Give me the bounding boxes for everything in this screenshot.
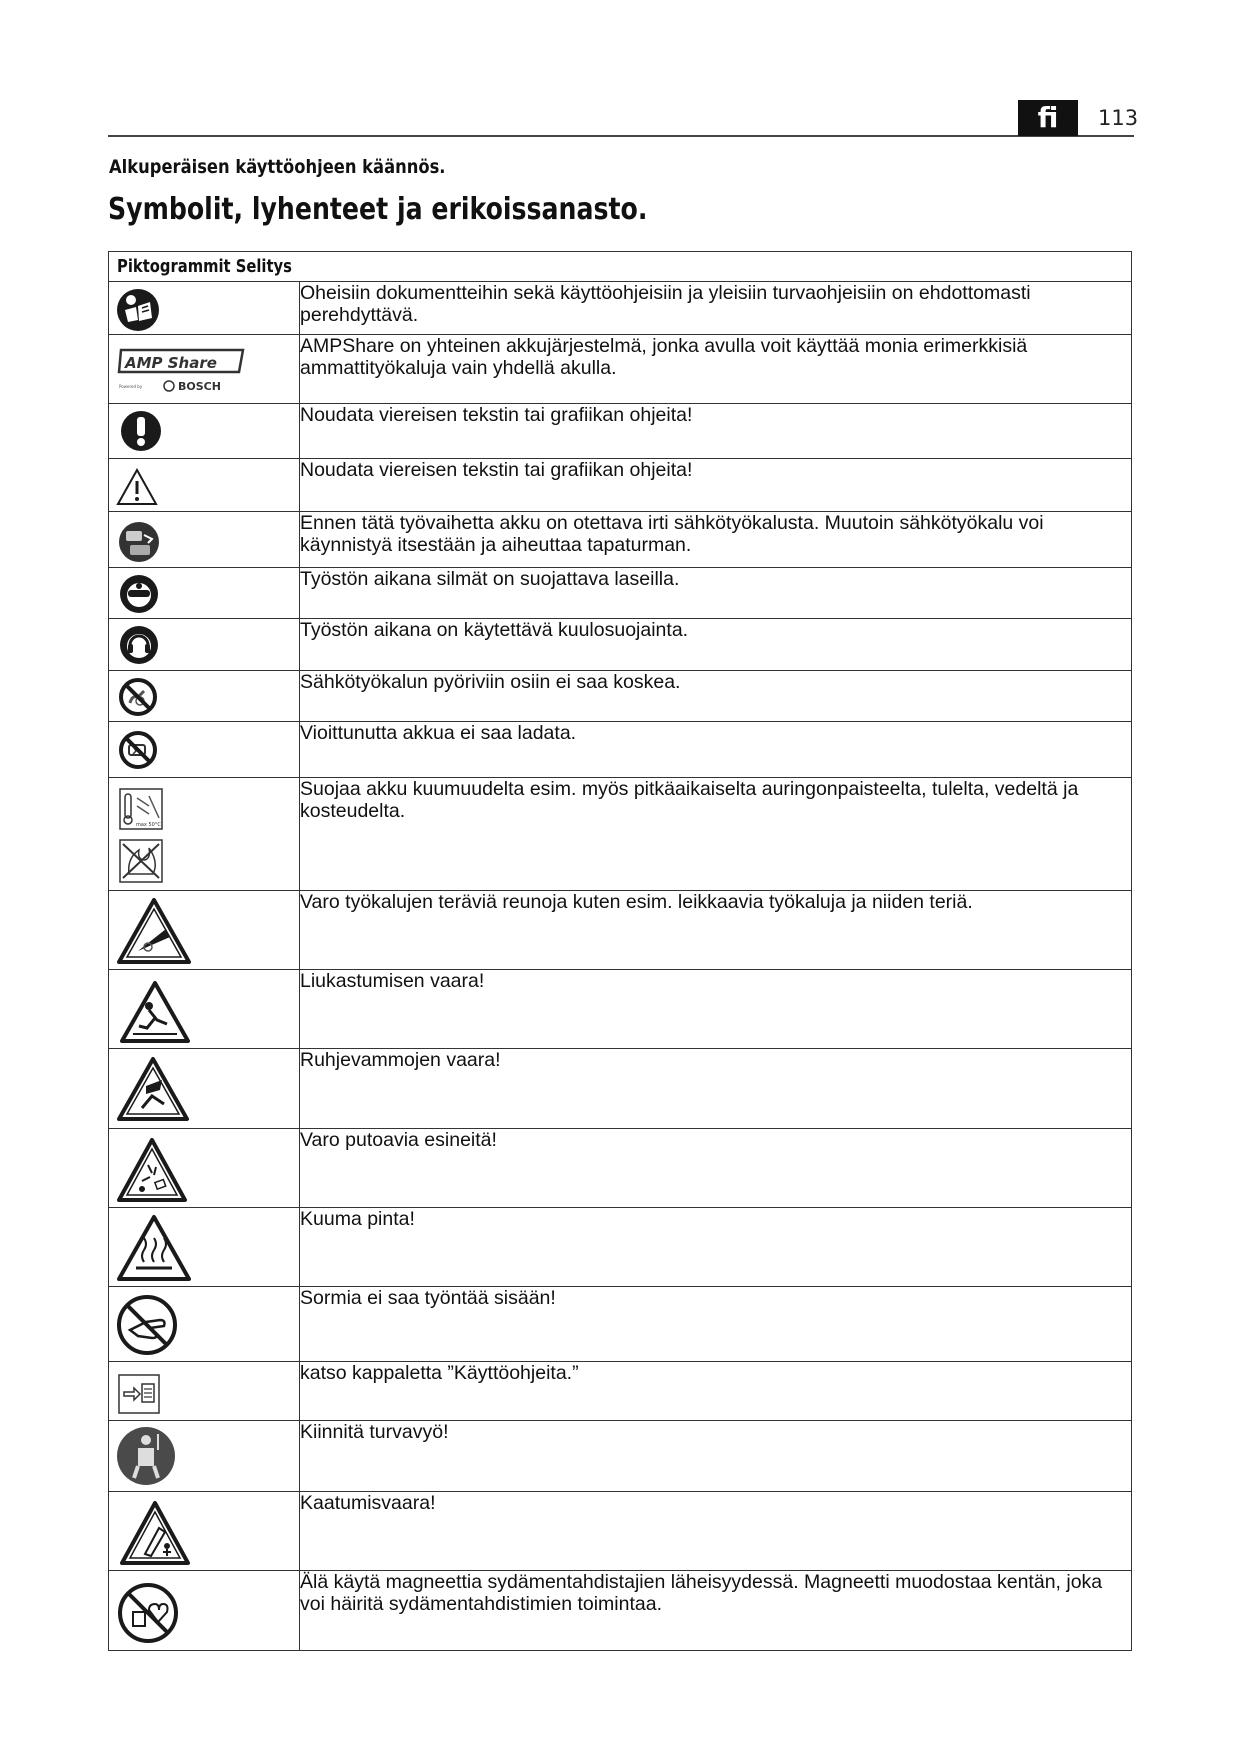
icon-cell: [109, 1571, 300, 1651]
table-row: [109, 1421, 1132, 1492]
no-touch-rotating-icon: [118, 677, 158, 717]
icon-cell: [109, 568, 300, 619]
mandatory-exclamation-icon: [120, 410, 162, 452]
row-text: Varo työkalujen teräviä reunoja kuten esim. leikkaavia työkaluja ja niiden teriä.: [300, 891, 1132, 970]
row-text: Ruhjevammojen vaara!: [300, 1049, 1132, 1129]
table-header-row: [109, 252, 1132, 282]
row-text: Työstön aikana silmät on suojattava laseilla.: [300, 568, 1132, 619]
icon-cell: [109, 1362, 300, 1421]
table-row: [109, 1049, 1132, 1129]
row-text: katso kappaletta ”Käyttöohjeita.”: [300, 1362, 1132, 1421]
icon-cell: [109, 891, 300, 970]
table-row: [109, 1571, 1132, 1651]
icon-cell: [109, 1492, 300, 1571]
table-row: [109, 1492, 1132, 1571]
table-row: [109, 1129, 1132, 1208]
row-text: Suojaa akku kuumuudelta esim. myös pitkäaikaiselta auringonpaisteelta, tulelta, vedeltä ja kosteudelta.: [300, 778, 1132, 891]
icon-cell: [109, 282, 300, 335]
table-row: [109, 1208, 1132, 1287]
table-row: [109, 970, 1132, 1049]
warning-triangle-icon: [116, 468, 158, 506]
table-row: [109, 568, 1132, 619]
icon-cell: [109, 671, 300, 722]
row-text: AMPShare on yhteinen akkujärjestelmä, jonka avulla voit käyttää monia erimerkkisiä ammattityökaluja vain yhdellä akulla.: [300, 335, 1132, 404]
tipping-warning-icon: [119, 1500, 191, 1566]
document-subtitle: Alkuperäisen käyttöohjeen käännös.: [109, 156, 446, 178]
row-text: Vioittunutta akkua ei saa ladata.: [300, 722, 1132, 778]
icon-cell: [109, 1049, 300, 1129]
icon-cell: [109, 1208, 300, 1287]
icon-cell: [109, 1287, 300, 1362]
ear-protection-icon: [119, 625, 159, 665]
page-title: Symbolit, lyhenteet ja erikoissanasto.: [108, 192, 648, 227]
table-row: [109, 671, 1132, 722]
eye-protection-icon: [119, 574, 159, 614]
row-text: Varo putoavia esineitä!: [300, 1129, 1132, 1208]
table-row: [109, 1287, 1132, 1362]
hot-surface-warning-icon: [116, 1214, 192, 1282]
symbol-table: [108, 251, 1132, 1651]
svg-text:AMP Share: AMP Share: [125, 354, 217, 372]
row-text: Älä käytä magneettia sydämentahdistajien läheisyydessä. Magneetti muodostaa kentän, joka voi häiritä sydämentahdistimien toimintaa.: [300, 1571, 1132, 1651]
table-header: Piktogrammit Selitys: [109, 252, 1132, 282]
table-row: [109, 722, 1132, 778]
icon-cell: [109, 619, 300, 671]
table-row: [109, 619, 1132, 671]
table-row: [109, 512, 1132, 568]
row-text: Kiinnitä turvavyö!: [300, 1421, 1132, 1492]
heat-fire-water-icon: [119, 788, 165, 884]
row-text: Sähkötyökalun pyöriviin osiin ei saa koskea.: [300, 671, 1132, 722]
see-section-icon: [118, 1374, 160, 1414]
no-charge-damaged-battery-icon: [118, 730, 158, 770]
crush-warning-icon: [116, 1056, 190, 1122]
icon-cell: [109, 1129, 300, 1208]
table-row: [109, 778, 1132, 891]
page-number: 113: [1098, 106, 1139, 130]
icon-cell: [109, 722, 300, 778]
row-text: Työstön aikana on käytettävä kuulosuojainta.: [300, 619, 1132, 671]
table-row: [109, 1362, 1132, 1421]
read-manual-icon: [116, 288, 160, 332]
icon-cell: [109, 1421, 300, 1492]
falling-objects-warning-icon: [116, 1137, 188, 1203]
icon-cell: [109, 459, 300, 512]
table-row: [109, 404, 1132, 459]
row-text: Noudata viereisen tekstin tai grafiikan ohjeita!: [300, 404, 1132, 459]
row-text: Ennen tätä työvaihetta akku on otettava irti sähkötyökalusta. Muutoin sähkötyökalu voi käynnistyä itsestään ja aiheuttaa tapaturman.: [300, 512, 1132, 568]
row-text: Sormia ei saa työntää sisään!: [300, 1287, 1132, 1362]
row-text: Kaatumisvaara!: [300, 1492, 1132, 1571]
table-row: [109, 891, 1132, 970]
ampshare-logo-icon: [117, 344, 257, 396]
table-row: [109, 459, 1132, 512]
icon-cell: [109, 404, 300, 459]
no-pacemaker-icon: [117, 1582, 179, 1644]
icon-cell: [109, 512, 300, 568]
language-badge: fi: [1018, 100, 1078, 136]
remove-battery-icon: [118, 521, 160, 563]
row-text: Noudata viereisen tekstin tai grafiikan ohjeita!: [300, 459, 1132, 512]
safety-harness-icon: [116, 1426, 176, 1486]
row-text: Oheisiin dokumentteihin sekä käyttöohjeisiin ja yleisiin turvaohjeisiin on ehdottomasti perehdyttävä.: [300, 282, 1132, 335]
slip-warning-icon: [119, 980, 191, 1044]
svg-text:max 50°C: max 50°C: [136, 822, 161, 828]
header-rule: [108, 135, 1134, 137]
svg-text:BOSCH: BOSCH: [178, 380, 221, 393]
svg-text:Powered by: Powered by: [119, 384, 143, 389]
sharp-edges-warning-icon: [116, 897, 192, 965]
icon-cell: [109, 970, 300, 1049]
table-row: [109, 335, 1132, 404]
row-text: Liukastumisen vaara!: [300, 970, 1132, 1049]
no-fingers-icon: [116, 1294, 178, 1356]
icon-cell: [109, 335, 300, 404]
row-text: Kuuma pinta!: [300, 1208, 1132, 1287]
icon-cell: [109, 778, 300, 891]
table-row: [109, 282, 1132, 335]
